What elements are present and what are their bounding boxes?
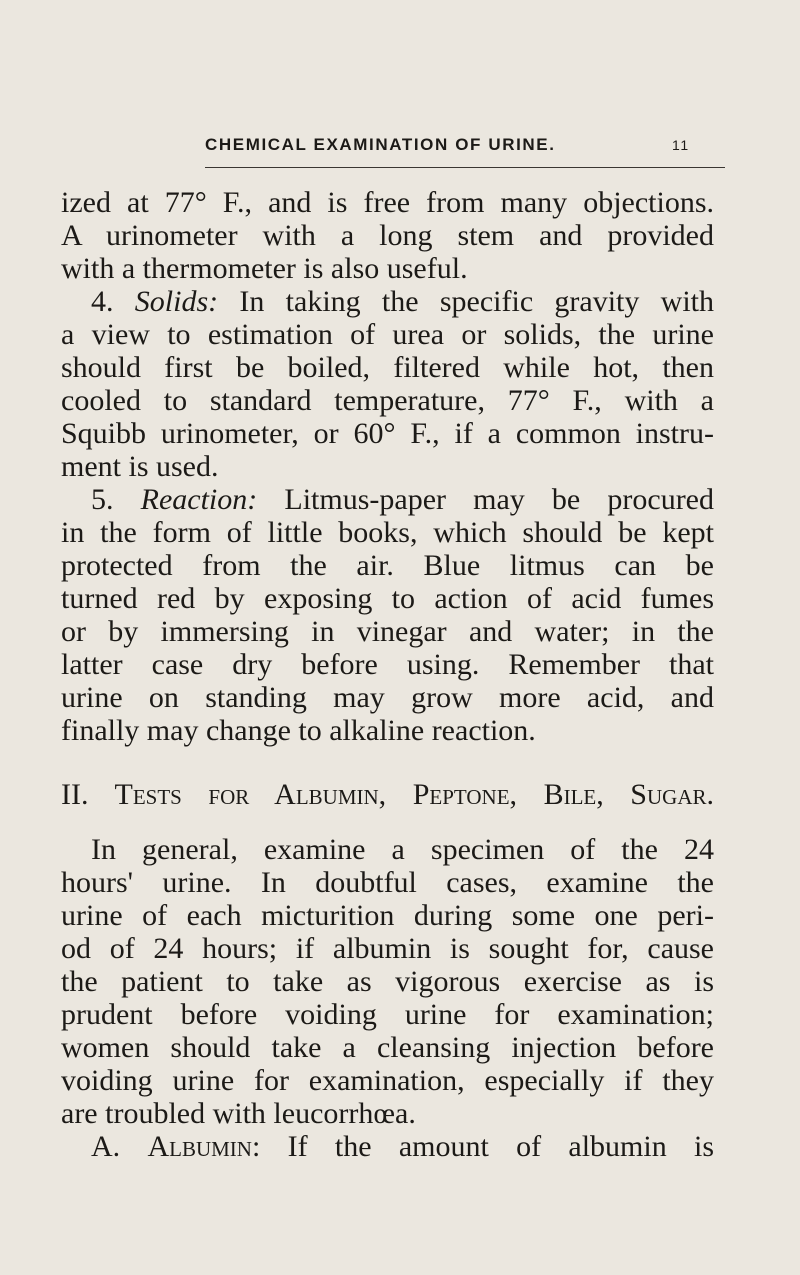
text-line: with a thermometer is also useful.	[61, 252, 468, 285]
text-line: should first be boiled, filtered while hot, then	[61, 351, 714, 384]
albumin-paragraph-first-line	[61, 1130, 714, 1163]
spacer	[61, 747, 714, 778]
item-label-solids: Solids:	[134, 285, 219, 318]
item-letter: A.	[91, 1130, 148, 1163]
item-number: 5.	[91, 483, 141, 516]
body-text	[61, 186, 714, 1163]
text-line: A urinometer with a long stem and provided	[61, 219, 714, 252]
text-line: women should take a cleansing injection before	[61, 1031, 714, 1064]
text-line: ized at 77° F., and is free from many objections.	[61, 186, 714, 219]
section-heading: II. Tests for Albumin, Peptone, Bile, Sugar.	[61, 778, 714, 811]
text-line: voiding urine for examination, especially if they	[61, 1064, 714, 1097]
text-line: latter case dry before using. Remember that	[61, 648, 714, 681]
text-line: urine on standing may grow more acid, and	[61, 681, 714, 714]
reaction-paragraph-first-line	[61, 483, 714, 516]
text-line: In general, examine a specimen of the 24	[91, 833, 714, 866]
spacer	[61, 811, 714, 833]
item-label-reaction: Reaction:	[140, 483, 258, 516]
text-line: are troubled with leucorrhœa.	[61, 1097, 416, 1130]
text-line: in the form of little books, which should be kept	[61, 516, 714, 549]
text-line: Squibb urinometer, or 60° F., if a common instru-	[61, 417, 714, 450]
text-line: or by immersing in vinegar and water; in the	[61, 615, 714, 648]
running-head-title: CHEMICAL EXAMINATION OF URINE.	[205, 135, 556, 154]
running-head	[205, 133, 725, 157]
text-line: od of 24 hours; if albumin is sought for, cause	[61, 932, 714, 965]
text-run: Litmus-paper may be procured	[257, 483, 714, 516]
header-rule	[205, 167, 725, 168]
text-line: cooled to standard temperature, 77° F., with a	[61, 384, 714, 417]
text-line: urine of each micturition during some one peri-	[61, 899, 714, 932]
text-line: a view to estimation of urea or solids, the urine	[61, 318, 714, 351]
text-run: If the amount of albumin is	[260, 1130, 715, 1163]
item-label-albumin: Albumin:	[147, 1130, 261, 1163]
text-line: prudent before voiding urine for examination;	[61, 998, 714, 1031]
text-line: finally may change to alkaline reaction.	[61, 714, 536, 747]
text-line: ment is used.	[61, 450, 219, 483]
text-line: protected from the air. Blue litmus can be	[61, 549, 714, 582]
text-line: turned red by exposing to action of acid fumes	[61, 582, 714, 615]
page-number: 11	[672, 137, 690, 153]
text-line: the patient to take as vigorous exercise as is	[61, 965, 714, 998]
item-number: 4.	[91, 285, 135, 318]
solids-paragraph-first-line	[61, 285, 714, 318]
text-run: In taking the specific gravity with	[218, 285, 715, 318]
text-line: hours' urine. In doubtful cases, examine the	[61, 866, 714, 899]
